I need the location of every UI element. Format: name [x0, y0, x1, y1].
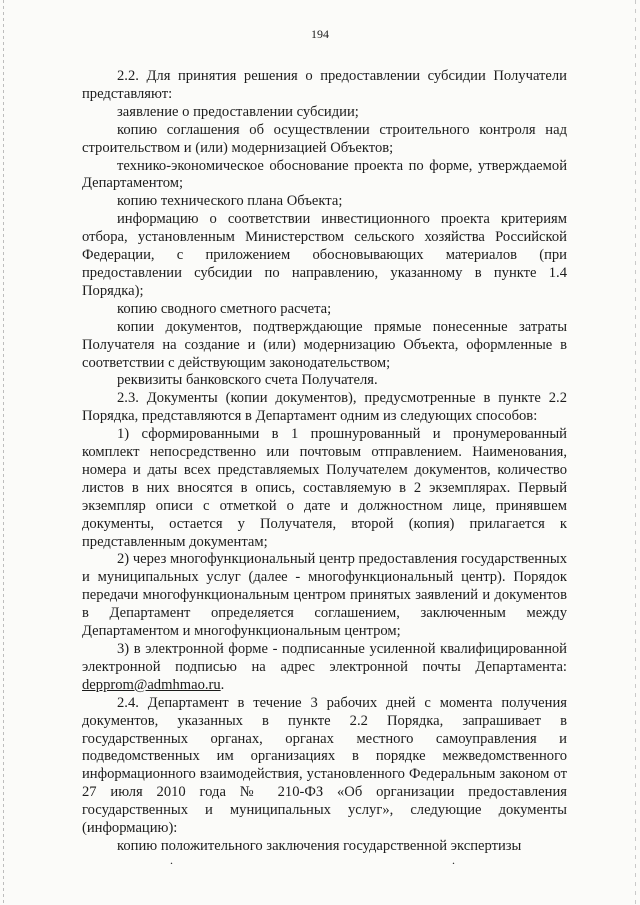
method-3-text: 3) в электронной форме - подписанные усиленной квалифицированной электронной подписью на адрес электронной почты Департамента: — [82, 641, 567, 675]
method-3-electronic — [82, 641, 567, 695]
method-2-mfc: 2) через многофункциональный центр предоставления государственных и муниципальных услуг (далее - многофункциональный центр). Порядок передачи многофункциональным центром принятых заявлений и документов в Департамент определяется соглашением, заключенным между Департаментом и многофункциональным центром; — [82, 551, 567, 640]
list-item-application: заявление о предоставлении субсидии; — [117, 103, 359, 120]
page-number: 194 — [311, 27, 329, 41]
scan-edge-right — [635, 0, 636, 905]
list-item-cost-documents: копии документов, подтверждающие прямые понесенные затраты Получателя на создание и (или) модернизацию Объекта, оформленные в соответствии с действующим законодательством; — [82, 318, 567, 371]
document-body — [82, 68, 567, 856]
list-item-estimate: копию сводного сметного расчета; — [117, 300, 332, 317]
email-link[interactable]: depprom@admhmao.ru — [82, 676, 221, 693]
list-item-expertise: копию положительного заключения государственной экспертизы — [117, 837, 522, 854]
list-item-project-info: информацию о соответствии инвестиционного проекта критериям отбора, установленным Министерством сельского хозяйства Российской Федерации, с приложением обосновывающих материалов (при предоставлении субсидии по направлению, указанному в пункте 1.4 Порядка); — [82, 211, 567, 299]
list-item-technical-plan: копию технического плана Объекта; — [117, 193, 343, 210]
method-3-end: . — [220, 676, 225, 693]
paragraph-2-3: 2.3. Документы (копии документов), предусмотренные в пункте 2.2 Порядка, представляются в Департамент одним из следующих способов: — [82, 390, 567, 425]
method-1-paper: 1) сформированными в 1 прошнурованный и пронумерованный комплект непосредственно или почтовым отправлением. Наименования, номера и даты всех представляемых Получателем документов, количество листов в них вносятся в опись, составляемую в 2 экземплярах. Первый экземпляр описи с отметкой о дате и должностном лице, принявшем документы, остается у Получателя, второй (копия) прилагается к представленным документам; — [82, 426, 567, 550]
list-item-feasibility-study: технико-экономическое обоснование проекта по форме, утверждаемой Департаментом; — [82, 157, 567, 192]
paragraph-2-2: 2.2. Для принятия решения о предоставлении субсидии Получатели представляют: — [82, 68, 567, 102]
scan-edge-left — [3, 0, 4, 905]
list-item-bank-details: реквизиты банковского счета Получателя. — [117, 372, 378, 389]
paragraph-2-4: 2.4. Департамент в течение 3 рабочих дней с момента получения документов, указанных в пункте 2.2 Порядка, запрашивает в государственных органах, органах местного самоуправления и подведомственных им организациях в порядке межведомственного информационного взаимодействия, установленного Федеральным законом от 27 июля 2010 года № 210-ФЗ «Об организации предоставления государственных и муниципальных услуг», следующие документы (информацию): — [82, 694, 567, 837]
list-item-control-agreement: копию соглашения об осуществлении строительного контроля над строительством и (или) модернизацией Объектов; — [82, 121, 567, 156]
scan-speck: . — [170, 853, 173, 867]
scan-speck: . — [452, 853, 455, 867]
